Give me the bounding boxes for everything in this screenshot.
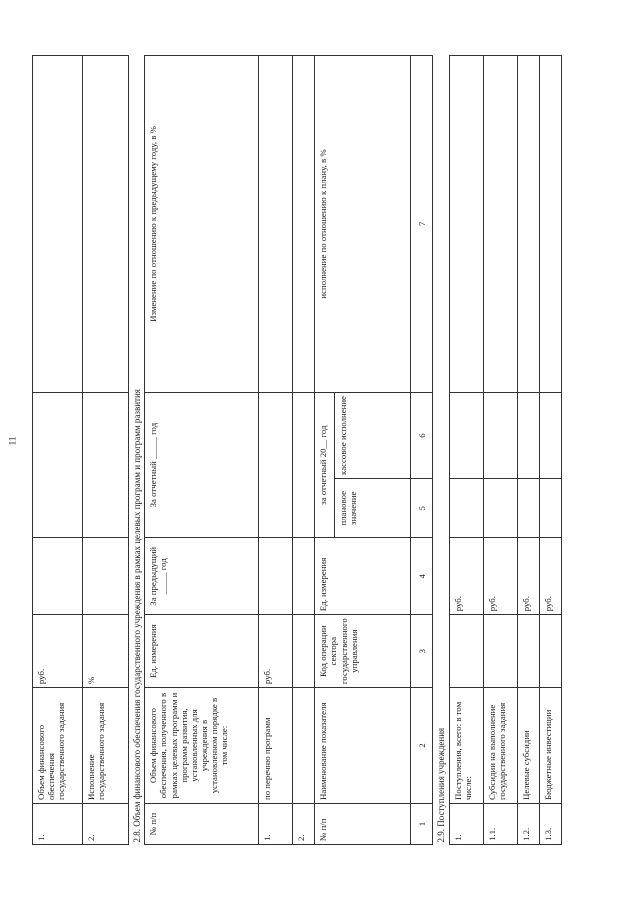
empty-cell — [517, 615, 539, 688]
empty-cell — [449, 615, 483, 688]
empty-cell — [259, 56, 293, 393]
empty-cell — [483, 392, 517, 478]
column-number: 1 — [411, 804, 433, 845]
row-num: 1.2. — [517, 804, 539, 845]
empty-cell — [293, 392, 315, 537]
column-number: 4 — [411, 538, 433, 615]
row-unit: руб. — [517, 538, 539, 615]
empty-cell — [483, 56, 517, 393]
table-header-row — [315, 56, 335, 845]
empty-cell — [517, 479, 539, 538]
header-change: Изменение по отношению к предыдущему году, в % — [145, 56, 259, 393]
row-num: 2. — [293, 804, 315, 845]
row-name: Бюджетные инвестиции — [539, 688, 561, 804]
header-report-year: за отчетный 20__ год — [315, 392, 335, 537]
header-name: Наименование показателя — [315, 688, 411, 804]
row-num: 1.3. — [539, 804, 561, 845]
table-row — [293, 56, 315, 845]
row-name: Поступления, всего: в том числе: — [449, 688, 483, 804]
header-num: № п/п — [315, 804, 411, 845]
empty-cell — [449, 56, 483, 393]
table-row — [83, 56, 129, 845]
row-unit: % — [83, 615, 129, 688]
row-unit: руб. — [483, 538, 517, 615]
empty-cell — [449, 392, 483, 478]
table-row — [33, 56, 83, 845]
table-row — [483, 56, 517, 845]
header-unit: Ед. измерения — [145, 615, 259, 688]
row-unit: руб. — [539, 538, 561, 615]
header-report-year: За отчетный _____ год — [145, 392, 259, 537]
empty-cell — [83, 56, 129, 393]
page-number: 11 — [7, 436, 18, 446]
header-execution: исполнение по отношению к плану, в % — [315, 56, 411, 393]
header-num: № п/п — [145, 804, 259, 845]
table-row — [449, 56, 483, 845]
empty-cell — [539, 56, 561, 393]
row-unit — [293, 615, 315, 688]
report-table — [32, 55, 562, 845]
row-unit: руб. — [33, 615, 83, 688]
empty-cell — [449, 479, 483, 538]
empty-cell — [539, 392, 561, 478]
row-name: Исполнение государственного задания — [83, 688, 129, 804]
row-name: Объем финансового обеспечения государственного задания — [33, 688, 83, 804]
table-row — [517, 56, 539, 845]
column-number: 3 — [411, 615, 433, 688]
document-sheet — [32, 55, 604, 845]
row-name: Целевые субсидии — [517, 688, 539, 804]
section-title: 2.8. Объем финансового обеспечения государственного учреждения в рамках целевых программ и программ развития — [132, 389, 142, 843]
row-name: Субсидии на выполнение государственного задания — [483, 688, 517, 804]
empty-cell — [33, 56, 83, 393]
empty-cell — [539, 615, 561, 688]
header-planned: плановое значение — [335, 479, 411, 538]
row-num: 1. — [259, 804, 293, 845]
row-name: по перечню программ — [259, 688, 293, 804]
empty-cell — [83, 538, 129, 615]
row-num: 1. — [33, 804, 83, 845]
column-number: 6 — [411, 392, 433, 478]
empty-cell — [33, 538, 83, 615]
section-title: 2.9. Поступления учреждения — [436, 727, 447, 843]
empty-cell — [539, 479, 561, 538]
table-header-row — [145, 56, 259, 845]
column-number: 2 — [411, 688, 433, 804]
header-cash: кассовое исполнение — [335, 392, 411, 478]
row-num: 1. — [449, 804, 483, 845]
empty-cell — [83, 392, 129, 537]
header-unit: Ед. измерения — [315, 538, 411, 615]
empty-cell — [483, 479, 517, 538]
empty-cell — [33, 392, 83, 537]
empty-cell — [293, 56, 315, 393]
empty-cell — [259, 392, 293, 537]
empty-cell — [259, 538, 293, 615]
empty-cell — [293, 538, 315, 615]
table-row — [259, 56, 293, 845]
row-unit: руб. — [259, 615, 293, 688]
column-number: 5 — [411, 479, 433, 538]
header-code: Код операции сектора государственного управления — [315, 615, 411, 688]
table-row — [539, 56, 561, 845]
empty-cell — [517, 56, 539, 393]
empty-cell — [517, 392, 539, 478]
row-name — [293, 688, 315, 804]
row-unit: руб. — [449, 538, 483, 615]
empty-cell — [483, 615, 517, 688]
column-number-row — [411, 56, 433, 845]
rotated-content — [32, 55, 604, 845]
header-name: Объем финансового обеспечения, полученного в рамках целевых программ и программ развития, установленных для учреждения в установленном порядке в том числе: — [145, 688, 259, 804]
header-prev-year: За предыдущий _____ год — [145, 538, 259, 615]
column-number: 7 — [411, 56, 433, 393]
row-num: 2. — [83, 804, 129, 845]
row-num: 1.1. — [483, 804, 517, 845]
